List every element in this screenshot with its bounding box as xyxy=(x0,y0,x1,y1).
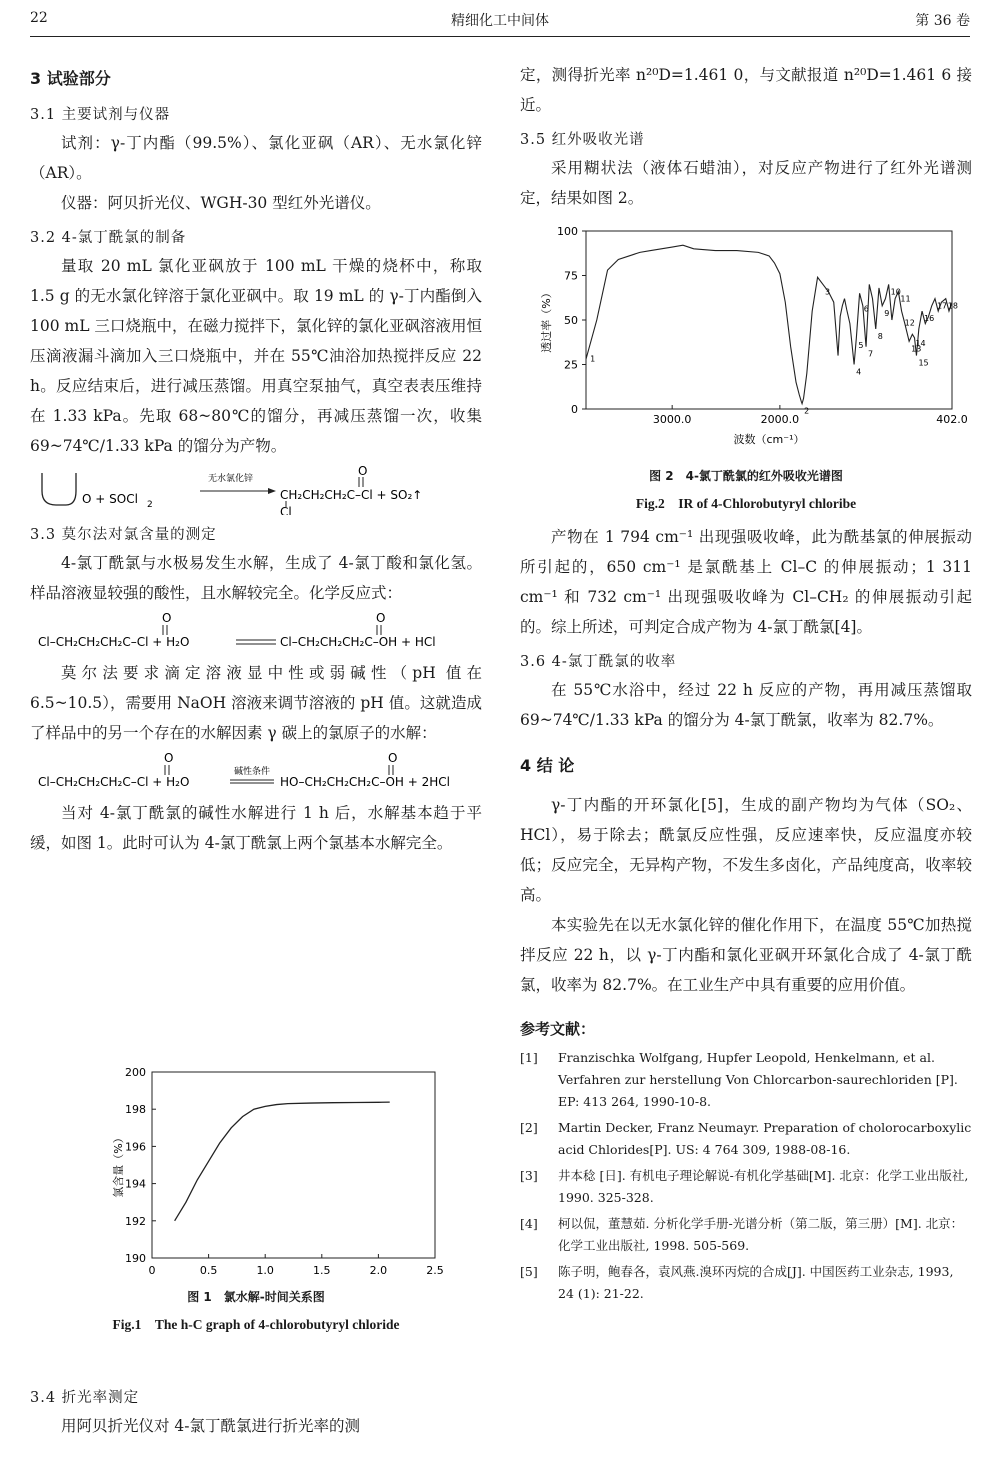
y-tick-label: 100 xyxy=(557,225,578,238)
right-column xyxy=(520,60,972,1309)
x-tick-label: 1.0 xyxy=(256,1264,274,1277)
y-tick-label: 50 xyxy=(564,314,578,327)
y-tick-label: 192 xyxy=(125,1214,146,1228)
section-3-6-title: 3.6 4-氯丁酰氯的收率 xyxy=(520,654,677,670)
reference-number: [5] xyxy=(520,1264,538,1279)
hydrolysis-curve xyxy=(175,1102,390,1221)
figure-1-caption: 图 1 氯水解-时间关系图 xyxy=(187,1290,325,1304)
reference-number: [2] xyxy=(520,1120,538,1135)
section-3-3-text-3: 当对 4-氯丁酰氯的碱性水解进行 1 h 后，水解基本趋于平缓，如图 1。此时可认为 4-氯丁酰氯上两个氯基本水解完全。 xyxy=(30,804,482,852)
y-tick-label: 25 xyxy=(564,358,578,372)
refraction-continued: 定，测得折光率 n²⁰D=1.461 0，与文献报道 n²⁰D=1.461 6 接近。 xyxy=(520,66,972,114)
reference-item xyxy=(520,1261,972,1305)
reference-item xyxy=(520,1213,972,1257)
section-3-2-title: 3.2 4-氯丁酰氯的制备 xyxy=(30,230,187,246)
equation-2-graphic xyxy=(30,608,482,658)
peak-label: 1 xyxy=(590,354,596,364)
equation-2 xyxy=(30,608,482,658)
section-3-5-text-1: 采用糊状法（液体石蜡油），对反应产物进行了红外光谱测定，结果如图 2。 xyxy=(520,159,972,207)
journal-name: 精细化工中间体 xyxy=(451,13,549,29)
lactone-ring-icon xyxy=(42,473,76,505)
y-tick-label: 75 xyxy=(564,269,578,283)
reference-item xyxy=(520,1165,972,1209)
section-3-2-text: 量取 20 mL 氯化亚砜放于 100 mL 干燥的烧杯中，称取 1.5 g 的无水氯化锌溶于氯化亚砜中。取 19 mL 的 γ-丁内酯倒入 100 mL 三口烧瓶中，在磁力搅拌下，氯化锌的氯化亚砜溶液用恒压滴液漏斗滴加入三口烧瓶中，并在 55℃油浴加热搅拌反应 22 h。反应结束后，进行减压蒸馏。用真空泵抽气，真空表表压维持在 1.33 kPa。先取 68~80℃的馏分，再减压蒸馏一次，收集 69~74℃/1.33 kPa 的馏分为产物。 xyxy=(30,257,482,455)
equation-3-graphic xyxy=(30,748,482,798)
section-3-1-reagents: 试剂：γ-丁内酯（99.5%）、氯化亚砜（AR）、无水氯化锌（AR）。 xyxy=(30,134,482,182)
plot-frame xyxy=(586,231,952,409)
peak-label: 16 xyxy=(924,314,935,324)
peak-label: 8 xyxy=(877,331,883,341)
reference-number: [1] xyxy=(520,1050,538,1065)
peak-label: 15 xyxy=(918,358,929,368)
reference-item xyxy=(520,1047,972,1113)
y-tick-label: 200 xyxy=(125,1066,146,1079)
peak-label: 7 xyxy=(868,349,874,359)
eq2-reactants: Cl–CH₂CH₂CH₂C–Cl + H₂O xyxy=(38,635,190,649)
reference-text: Martin Decker, Franz Neumayr. Preparation of cholorocarboxylic acid Chlorides[P]. US: 4 764 309, 1988-08-16. xyxy=(558,1120,972,1157)
peak-label: 5 xyxy=(858,340,864,350)
reference-text: 井本稔 [日]. 有机电子理论解说-有机化学基础[M]. 北京：化学工业出版社, 1990. 325-328. xyxy=(558,1168,969,1205)
figure-2-caption-en: Fig.2 IR of 4-Chlorobutyryl chloribe xyxy=(635,496,857,511)
peak-label: 3 xyxy=(824,287,831,297)
section-3-4-title: 3.4 折光率测定 xyxy=(30,1390,140,1406)
reference-number: [3] xyxy=(520,1168,538,1183)
eq2-o-right: O xyxy=(376,611,386,625)
peak-label: 14 xyxy=(915,339,926,349)
section-3-4 xyxy=(30,1378,482,1441)
eq1-o: O xyxy=(358,464,368,478)
conclusion-text-2: 本实验先在以无水氯化锌的催化作用下，在温度 55℃加热搅拌反应 22 h，以 γ-丁内酯和氯化亚砜开环氯化合成了 4-氯丁酰氯，收率为 82.7%。在工业生产中具有重要的应用价值。 xyxy=(520,916,972,994)
eq1-arrowhead xyxy=(268,488,276,494)
eq3-condition: 碱性条件 xyxy=(234,767,271,777)
reference-text: 陈子明，鲍春各，袁风燕.溴环丙烷的合成[J]. 中国医药工业杂志, 1993, 24 (1): 21-22. xyxy=(558,1264,954,1301)
y-tick-label: 190 xyxy=(125,1252,146,1265)
peak-label: 9 xyxy=(884,308,890,318)
peak-label: 12 xyxy=(904,318,915,328)
peak-label: 13 xyxy=(911,344,922,354)
figure-1 xyxy=(30,1060,482,1333)
y-tick-label: 196 xyxy=(125,1140,146,1154)
y-tick-label: 0 xyxy=(571,403,578,416)
page-number: 22 xyxy=(30,10,48,26)
peak-label: 11 xyxy=(900,294,911,304)
eq1-cl: Cl xyxy=(280,505,292,515)
conclusion-text-1: γ-丁内酯的开环氯化[5]，生成的副产物均为气体（SO₂、HCl），易于除去；酰氯反应性强，反应速率快，反应温度亦较低；反应完全，无异构产物，不发生多卤化，产品纯度高，收率较高。 xyxy=(520,796,972,904)
reference-text: 柯以侃，董慧茹. 分析化学手册-光谱分析（第二版，第三册）[M]. 北京：化学工业出版社, 1998. 505-569. xyxy=(558,1216,964,1253)
eq3-o-right: O xyxy=(388,751,398,765)
peak-label: 10 xyxy=(890,287,901,297)
header-rule xyxy=(30,36,970,37)
x-axis-label: 波数（cm⁻¹） xyxy=(733,433,805,446)
reference-item xyxy=(520,1117,972,1161)
eq2-products: Cl–CH₂CH₂CH₂C–OH + HCl xyxy=(280,635,436,649)
y-tick-label: 194 xyxy=(125,1177,146,1191)
x-tick-label: 2.0 xyxy=(369,1264,388,1277)
section-3-6-text: 在 55℃水浴中，经过 22 h 反应的产物，再用减压蒸馏取 69~74℃/1.33 kPa 的馏分为 4-氯丁酰氯，收率为 82.7%。 xyxy=(520,681,972,729)
references-list xyxy=(520,1047,972,1305)
y-axis-label: 透过率（%） xyxy=(540,287,553,353)
eq3-o-left: O xyxy=(164,751,174,765)
x-tick-label: 0.5 xyxy=(199,1264,218,1277)
reference-text: Franzischka Wolfgang, Hupfer Leopold, Henkelmann, et al. Verfahren zur herstellung Von Chlorcarbon-saurechloriden [P]. EP: 413 264, 1990-10-8. xyxy=(558,1050,958,1109)
x-tick-label: 402.0 xyxy=(936,413,968,426)
section-3-1-title: 3.1 主要试剂与仪器 xyxy=(30,107,171,123)
figure-1-chart xyxy=(30,1060,482,1280)
section-3-5-text-2: 产物在 1 794 cm⁻¹ 出现强吸收峰，此为酰基氯的伸展振动所引起的，650 cm⁻¹ 是氯酰基上 Cl–C 的伸展振动；1 311 cm⁻¹ 和 732 cm⁻¹ 出现强吸收峰为 Cl–CH₂ 的伸展振动引起的。综上所述，可判定合成产物为 4-氯丁酰氯[4]。 xyxy=(520,528,972,636)
eq1-sub: 2 xyxy=(147,500,153,510)
reference-number: [4] xyxy=(520,1216,538,1231)
x-tick-label: 3000.0 xyxy=(652,413,692,426)
x-tick-label: 1.5 xyxy=(313,1264,331,1277)
peak-label: 2 xyxy=(804,406,810,416)
volume-label: 第 36 卷 xyxy=(915,13,970,29)
figure-2-caption: 图 2 4-氯丁酰氯的红外吸收光谱图 xyxy=(649,469,843,483)
section-3-4-text: 用阿贝折光仪对 4-氯丁酰氯进行折光率的测 xyxy=(61,1417,361,1435)
eq1-products: CH₂CH₂CH₂C–Cl + SO₂↑ xyxy=(280,488,423,502)
plot-frame xyxy=(152,1072,435,1258)
y-axis-label: 氯含量（%） xyxy=(112,1132,125,1198)
eq2-o-left: O xyxy=(162,611,172,625)
section-3-3-text-1: 4-氯丁酰氯与水极易发生水解，生成了 4-氯丁酸和氯化氢。样品溶液显较强的酸性，且水解较完全。化学反应式： xyxy=(30,554,482,602)
section-3-title: 3 试验部分 xyxy=(30,69,111,88)
figure-2 xyxy=(520,219,972,512)
figure-1-caption-en: Fig.1 The h-C graph of 4-chlorobutyryl chloride xyxy=(112,1317,400,1332)
references-title: 参考文献： xyxy=(520,1020,596,1038)
equation-3 xyxy=(30,748,482,798)
section-3-1-instruments: 仪器：阿贝折光仪、WGH-30 型红外光谱仪。 xyxy=(61,194,381,212)
section-3-5-title: 3.5 红外吸收光谱 xyxy=(520,132,645,148)
eq3-products: HO–CH₂CH₂CH₂C–OH + 2HCl xyxy=(280,775,451,789)
equation-1 xyxy=(30,461,482,515)
eq1-condition: 无水氯化锌 xyxy=(208,474,254,484)
ir-spectrum-line xyxy=(586,245,952,403)
left-column xyxy=(30,60,482,858)
equation-1-graphic xyxy=(30,461,482,515)
peak-label: 17 xyxy=(936,301,948,311)
eq3-reactants: Cl–CH₂CH₂CH₂C–Cl + H₂O xyxy=(38,775,190,789)
y-tick-label: 198 xyxy=(125,1103,146,1117)
x-tick-label: 2000.0 xyxy=(760,413,800,426)
figure-2-chart xyxy=(520,219,972,459)
section-3-3-title: 3.3 莫尔法对氯含量的测定 xyxy=(30,527,217,543)
section-3-3-text-2: 莫尔法要求滴定溶液显中性或弱碱性（pH 值在 6.5~10.5），需要用 NaOH 溶液来调节溶液的 pH 值。这就造成了样品中的另一个存在的水解因素 γ 碳上的氯原子的水解： xyxy=(30,664,482,742)
eq1-reactants: O + SOCl xyxy=(82,492,138,506)
x-tick-label: 0 xyxy=(148,1264,156,1277)
peak-label: 18 xyxy=(947,301,958,311)
x-tick-label: 2.5 xyxy=(426,1264,444,1277)
peak-label: 4 xyxy=(856,367,862,377)
section-4-title: 4 结 论 xyxy=(520,756,575,775)
peak-label: 6 xyxy=(863,304,869,314)
